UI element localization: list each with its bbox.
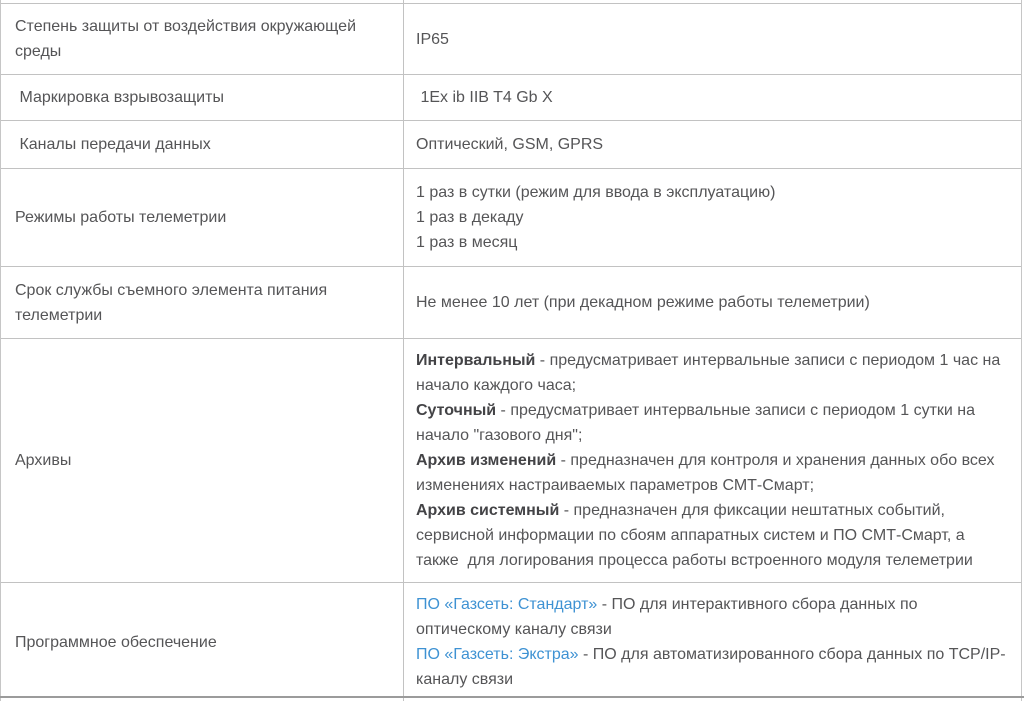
- param-name-cell: [1, 267, 403, 338]
- table-row: [1, 120, 1021, 168]
- value-line: 1 раз в месяц: [416, 234, 518, 251]
- table-row: [1, 168, 1021, 266]
- param-name-cell: [1, 339, 403, 582]
- archive-term: Архив изменений: [416, 452, 557, 469]
- table-row-cutoff: [1, 0, 1021, 3]
- archive-entry: [416, 498, 1007, 573]
- archive-desc: - предназначен для фиксации нештатных событий, сервисной информации по сбоям аппаратных систем и ПО СМТ-Смарт, а также для логирования процесса работы встроенного модуля телеметрии: [416, 502, 973, 569]
- software-desc: - ПО для интерактивного сбора данных по оптическому каналу связи: [416, 596, 922, 638]
- table-row: [1, 266, 1021, 338]
- param-value: Не менее 10 лет (при декадном режиме работы телеметрии): [416, 294, 870, 311]
- bottom-divider: [0, 696, 1024, 698]
- software-entry: [416, 592, 1007, 642]
- param-name-cell: [1, 4, 403, 74]
- param-value-cell: [403, 0, 1021, 3]
- param-name-cell: [1, 169, 403, 266]
- param-value-cell: [403, 121, 1021, 168]
- param-name: Режимы работы телеметрии: [15, 209, 227, 226]
- archive-desc: - предусматривает интервальные записи с периодом 1 час на начало каждого часа;: [416, 352, 1005, 394]
- param-name-cell: [1, 583, 403, 701]
- param-value-cell: [403, 4, 1021, 74]
- param-name-cell: [1, 0, 403, 3]
- archive-desc: - предназначен для контроля и хранения данных обо всех изменениях настраиваемых параметров СМТ-Смарт;: [416, 452, 999, 494]
- table-row: [1, 74, 1021, 120]
- param-name-cell: [1, 75, 403, 120]
- archive-term: Архив системный: [416, 502, 560, 519]
- archive-entry: [416, 398, 1007, 448]
- param-name: Каналы передачи данных: [15, 136, 211, 153]
- param-value-cell: [403, 169, 1021, 266]
- param-name: Степень защиты от воздействия окружающей среды: [15, 18, 361, 60]
- gazset-ekstra-link[interactable]: ПО «Газсеть: Экстра»: [416, 646, 579, 663]
- archive-entry: [416, 348, 1007, 398]
- value-line: 1 раз в сутки (режим для ввода в эксплуатацию): [416, 184, 776, 201]
- software-entry: [416, 642, 1007, 692]
- param-name: Маркировка взрывозащиты: [15, 89, 224, 106]
- param-name: Архивы: [15, 452, 72, 469]
- param-value: IP65: [416, 30, 449, 48]
- param-name-cell: [1, 121, 403, 168]
- param-value: Оптический, GSM, GPRS: [416, 136, 604, 153]
- param-value: 1Ex ib IIB T4 Gb X: [416, 89, 553, 106]
- gazset-standart-link[interactable]: ПО «Газсеть: Стандарт»: [416, 596, 598, 613]
- param-value-cell: [403, 267, 1021, 338]
- param-value-cell: [403, 75, 1021, 120]
- param-name: Программное обеспечение: [15, 633, 217, 651]
- param-value-cell: [403, 583, 1021, 701]
- value-line: 1 раз в декаду: [416, 209, 524, 226]
- table-row: [1, 338, 1021, 582]
- archive-desc: - предусматривает интервальные записи с периодом 1 сутки на начало "газового дня";: [416, 402, 980, 444]
- param-name: Срок службы съемного элемента питания телеметрии: [15, 281, 332, 324]
- archive-term: Интервальный: [416, 352, 536, 369]
- table-row: [1, 582, 1021, 701]
- software-desc: - ПО для автоматизированного сбора данных по TCP/IP-каналу связи: [416, 646, 1006, 688]
- table-row: [1, 3, 1021, 74]
- param-value-cell: [403, 339, 1021, 582]
- archive-entry: [416, 448, 1007, 498]
- archive-term: Суточный: [416, 402, 497, 419]
